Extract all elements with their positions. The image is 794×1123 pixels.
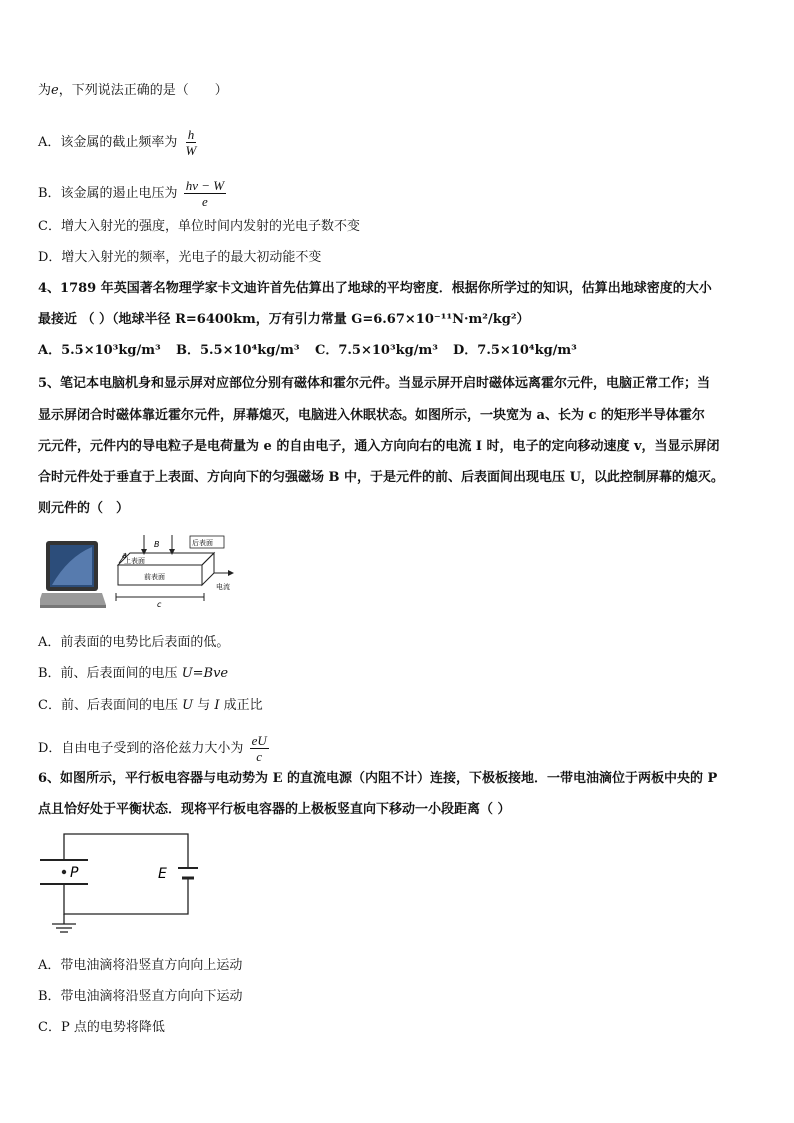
label-c: c (157, 600, 162, 609)
q4-stem-line-1: 4、1789 年英国著名物理学家卡文迪许首先估算出了地球的平均密度．根据你所学过的知识，估算出地球密度的大小 (38, 281, 712, 296)
q4-option-c: C．7.5×10³kg/m³ (315, 343, 438, 358)
q5-stem-line-3: 元元件，元件内的导电粒子是电荷量为 e 的自由电子，通入方向向右的电流 I 时，电子的定向移动速度 v，当显示屏闭 (38, 439, 720, 454)
q5-stem-line-1: 5、笔记本电脑机身和显示屏对应部位分别有磁体和霍尔元件。当显示屏开启时磁体远离霍尔元件，电脑正常工作；当 (38, 376, 711, 391)
hall-element-svg (40, 533, 240, 613)
q5-option-b: B．前、后表面间的电压 U=Bve (38, 666, 229, 681)
capacitor-circuit-svg (36, 828, 206, 943)
q4-option-d: D．7.5×10⁴kg/m³ (453, 343, 577, 358)
label-front-face: 前表面 (144, 573, 165, 581)
q3-option-c: C．增大入射光的强度，单位时间内发射的光电子数不变 (38, 219, 360, 234)
q3-option-a: A．该金属的截止频率为 $\frac{h}{W}$ (38, 127, 197, 158)
q5-option-a: A．前表面的电势比后表面的低。 (38, 635, 230, 650)
q6-option-b: B．带电油滴将沿竖直方向向下运动 (38, 989, 243, 1004)
q5-option-c: C．前、后表面间的电压 U 与 I 成正比 (38, 698, 263, 713)
oil-drop-point (62, 870, 66, 874)
fraction: $\frac{h}{W}$ (185, 127, 197, 158)
label-p: P (70, 865, 79, 881)
field-arrow (169, 549, 175, 555)
label-back-face: 后表面 (192, 539, 213, 547)
current-arrow (228, 570, 234, 576)
field-arrow (141, 549, 147, 555)
q5-stem-line-5: 则元件的（ ） (38, 501, 130, 516)
q4-option-b: B．5.5×10⁴kg/m³ (176, 343, 300, 358)
fraction: $\frac{eU}{c}$ (251, 733, 267, 764)
label-current: 电流 (216, 583, 230, 591)
label-top-face: 上表面 (124, 557, 145, 565)
q5-stem-line-4: 合时元件处于垂直于上表面、方向向下的匀强磁场 B 中，于是元件的前、后表面间出现电压 U，以此控制屏幕的熄灭。 (38, 470, 724, 485)
question-3-stem-end: 为e，下列说法正确的是（ ） (38, 83, 228, 98)
capacitor-circuit-figure (36, 828, 206, 943)
q6-option-a: A．带电油滴将沿竖直方向向上运动 (38, 958, 243, 973)
q6-stem-line-2: 点且恰好处于平衡状态．现将平行板电容器的上极板竖直向下移动一小段距离（ ） (38, 802, 511, 817)
hall-element-figure (40, 533, 240, 613)
label-a: a (122, 551, 127, 560)
q3-option-d: D．增大入射光的频率，光电子的最大初动能不变 (38, 250, 322, 265)
q5-option-d: D．自由电子受到的洛伦兹力大小为 $\frac{eU}{c}$ (38, 733, 267, 764)
q3-option-b: B．该金属的遏止电压为 $\frac{h\nu - W}{e}$ (38, 178, 225, 209)
q6-stem-line-1: 6、如图所示，平行板电容器与电动势为 E 的直流电源（内阻不计）连接，下极板接地．一带电油滴位于两板中央的 P (38, 771, 718, 786)
label-e: E (158, 866, 167, 882)
q4-stem-line-2: 最接近 （ ）（地球半径 R=6400km，万有引力常量 G=6.67×10⁻¹¹N·m²/kg²） (38, 312, 530, 327)
label-b: B (154, 540, 160, 549)
fraction: $\frac{h\nu - W}{e}$ (185, 178, 225, 209)
q4-option-a: A．5.5×10³kg/m³ (38, 343, 161, 358)
q5-stem-line-2: 显示屏闭合时磁体靠近霍尔元件，屏幕熄灭，电脑进入休眠状态。如图所示，一块宽为 a、长为 c 的矩形半导体霍尔 (38, 408, 705, 423)
laptop-icon (40, 541, 106, 608)
q6-option-c: C．P 点的电势将降低 (38, 1020, 165, 1035)
